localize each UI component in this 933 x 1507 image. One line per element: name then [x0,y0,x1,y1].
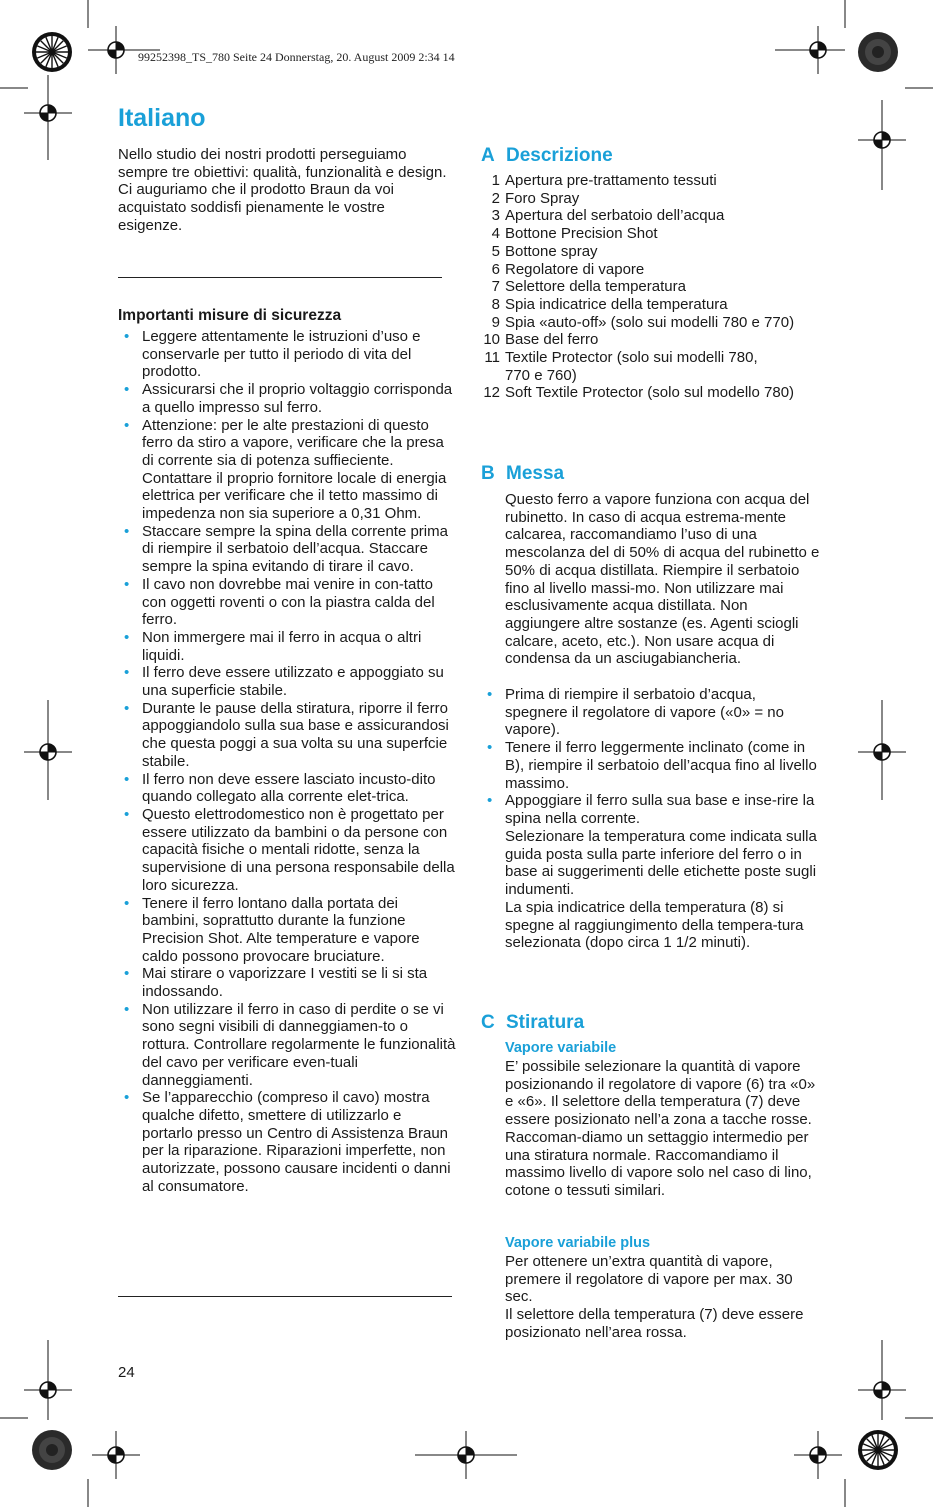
part-label: Regolatore di vapore [505,260,645,278]
setup-step: • Tenere il ferro leggermente inclinato (come in B), riempire il serbatoio dell’acqua fino al livello massimo. [481,739,821,792]
part-number: 1 [491,172,500,189]
variable-steam-plus-note: Il selettore della temperatura (7) deve essere posizionato nell’area rossa. [505,1306,804,1341]
section-b-heading [481,463,564,485]
section-c-heading [481,1012,584,1034]
parts-list [480,172,830,402]
safety-item: • Il ferro deve essere utilizzato e appoggiato su una superficie stabile. [118,664,456,699]
part-label: Spia indicatrice della temperatura [505,295,728,313]
section-a-title: Descrizione [506,145,613,166]
part-number: 9 [491,313,500,331]
part-number: 8 [491,295,500,313]
safety-item: • Non utilizzare il ferro in caso di perdite o se vi sono segni visibili di danneggiamen-to o rottura. Controllare regolarmente le funzionalità del cavo per verificare even-tuali danneggiamenti. [118,1001,456,1090]
section-c-letter: C [481,1012,495,1033]
safety-item: • Durante le pause della stiratura, riporre il ferro appoggiandolo sulla sua base e assicurandosi che questa poggi a sua volta su una superfcie stabile. [118,700,456,771]
part-row [480,172,830,190]
section-b-indicator-text: La spia indicatrice della temperatura (8) si spegne al raggiungimento della tempera-tura selezionata (dopo circa 1 1/2 minuti). [505,899,804,952]
safety-item: • Se l’apparecchio (compreso il cavo) mostra qualche difetto, smettere di utilizzarlo e portarlo presso un Centro di Assistenza Braun per la riparazione. Riparazioni imperfette, non autorizzate, possono causare incidenti o danni al consumatore. [118,1089,456,1195]
safety-item: • Attenzione: per le alte prestazioni di questo ferro da stiro a vapore, verificare che la presa di corrente sia di potenza suffieciente. Contattare il proprio fornitore locale di energia elettrica per verificare che il tetto massimo di impedenza non sia superiore a 0,31 Ohm. [118,417,456,523]
section-b-letter: B [481,463,495,484]
part-row [480,243,830,261]
part-number: 2 [491,189,500,207]
section-b-list [481,686,821,828]
safety-item: • Leggere attentamente le istruzioni d’uso e conservarle per tutto il periodo di vita del prodotto. [118,328,456,381]
section-b-intro: Questo ferro a vapore funziona con acqua del rubinetto. In caso di acqua estrema-mente calcarea, raccomandiamo l’uso di una mescolanza del di 50% di acqua del rubinetto e 50% di acqua distillata. Riempire il serbatoio fino al livello massi-mo. Non utilizzare mai esclusivamente acqua distillata. Non aggiungere altre sostanze (es. Agenti sciogli calcare, aceto, etc.). Non usare acqua di condensa da un asciugabiancheria. [505,491,820,668]
part-number: 5 [491,242,500,260]
part-row [480,261,830,279]
part-row [480,384,830,402]
part-number: 10 [483,331,500,349]
section-b-title: Messa [506,463,565,484]
part-number: 4 [491,225,500,243]
part-label: Foro Spray [505,189,580,207]
page-title: Italiano [118,104,206,132]
safety-list [118,328,456,1195]
setup-step: • Appoggiare il ferro sulla sua base e inse-rire la spina nella corrente. [481,792,821,827]
part-label: Soft Textile Protector (solo sul modello 780) [505,384,795,402]
part-number: 7 [491,278,500,296]
page-number: 24 [118,1364,135,1381]
print-slug: 99252398_TS_780 Seite 24 Donnerstag, 20. August 2009 2:34 14 [138,50,455,64]
section-a-heading [481,145,613,167]
divider-bottom [118,1296,452,1297]
part-number: 12 [483,384,500,402]
setup-step: • Prima di riempire il serbatoio d’acqua, spegnere il regolatore di vapore («0» = no vapore). [481,686,821,739]
safety-item: • Staccare sempre la spina della corrente prima di riempire il serbatoio dell’acqua. Staccare sempre la spina evitando di tirare il cavo. [118,523,456,576]
part-row [480,278,830,296]
safety-item: • Il ferro non deve essere lasciato incusto-dito quando collegato alla corrente elet-trica. [118,771,456,806]
variable-steam-plus-text: Per ottenere un’extra quantità di vapore, premere il regolatore di vapore per max. 30 sec. [505,1253,793,1306]
variable-steam-title: Vapore variabile [505,1040,617,1056]
part-label: Bottone Precision Shot [505,225,658,243]
safety-item: • Mai stirare o vaporizzare I vestiti se li si sta indossando. [118,965,456,1000]
variable-steam-text: E’ possibile selezionare la quantità di vapore posizionando il regolatore di vapore (6) tra «0» e «6». Il selettore della temperatura (7) deve essere posizionato nell’a zona a tacche rosse. Raccoman-diamo un settaggio intermedio per una stiratura normale. Raccomandiamo il massimo livello di vapore solo nel caso di lino, cotone o tessuti similari. [505,1058,816,1199]
part-number: 6 [491,260,500,278]
part-label: Spia «auto-off» (solo sui modelli 780 e 770) [505,313,795,331]
divider-top [118,277,442,278]
safety-item: • Questo elettrodomestico non è progettato per essere utilizzato da bambini o da persone con capacità fisiche o mentali ridotte, senza la supervisione di una persona responsabile della loro sicurezza. [118,806,456,895]
part-row [480,314,830,332]
safety-item: • Assicurarsi che il proprio voltaggio corrisponda a quello impresso sul ferro. [118,381,456,416]
part-label: Bottone spray [505,242,598,260]
part-row [480,190,830,208]
part-number: 3 [491,207,500,225]
safety-title: Importanti misure di sicurezza [118,307,342,324]
part-row [480,225,830,243]
section-a-letter: A [481,145,495,166]
part-label: Apertura pre-trattamento tessuti [505,172,717,189]
part-label: Selettore della temperatura [505,278,686,296]
part-row [480,296,830,314]
intro-paragraph: Nello studio dei nostri prodotti perseguiamo sempre tre obiettivi: qualità, funzionalità e design. Ci auguriamo che il prodotto Braun da voi acquistato soddisfi pienamente le vostre esigenze. [118,146,447,234]
part-row [480,207,830,225]
safety-item: • Il cavo non dovrebbe mai venire in con-tatto con oggetti roventi o con la piastra calda del ferro. [118,576,456,629]
part-row [480,331,830,349]
safety-item: • Non immergere mai il ferro in acqua o altri liquidi. [118,629,456,664]
part-number: 11 [484,349,500,367]
section-c-title: Stiratura [506,1012,585,1033]
section-b-temperature-text: Selezionare la temperatura come indicata sulla guida posta sulla parte inferiore del ferro o in base ai suggerimenti delle etichette poste sugli indumenti. [505,828,817,899]
safety-item: • Tenere il ferro lontano dalla portata dei bambini, soprattutto durante la funzione Precision Shot. Alte temperature e vapore caldo possono provocare bruciature. [118,895,456,966]
part-label: Textile Protector (solo sui modelli 780, 770 e 760) [505,349,758,384]
part-label: Base del ferro [505,331,599,349]
part-label: Apertura del serbatoio dell’acqua [505,207,725,225]
part-row [480,349,830,384]
variable-steam-plus-title: Vapore variabile plus [505,1235,651,1251]
